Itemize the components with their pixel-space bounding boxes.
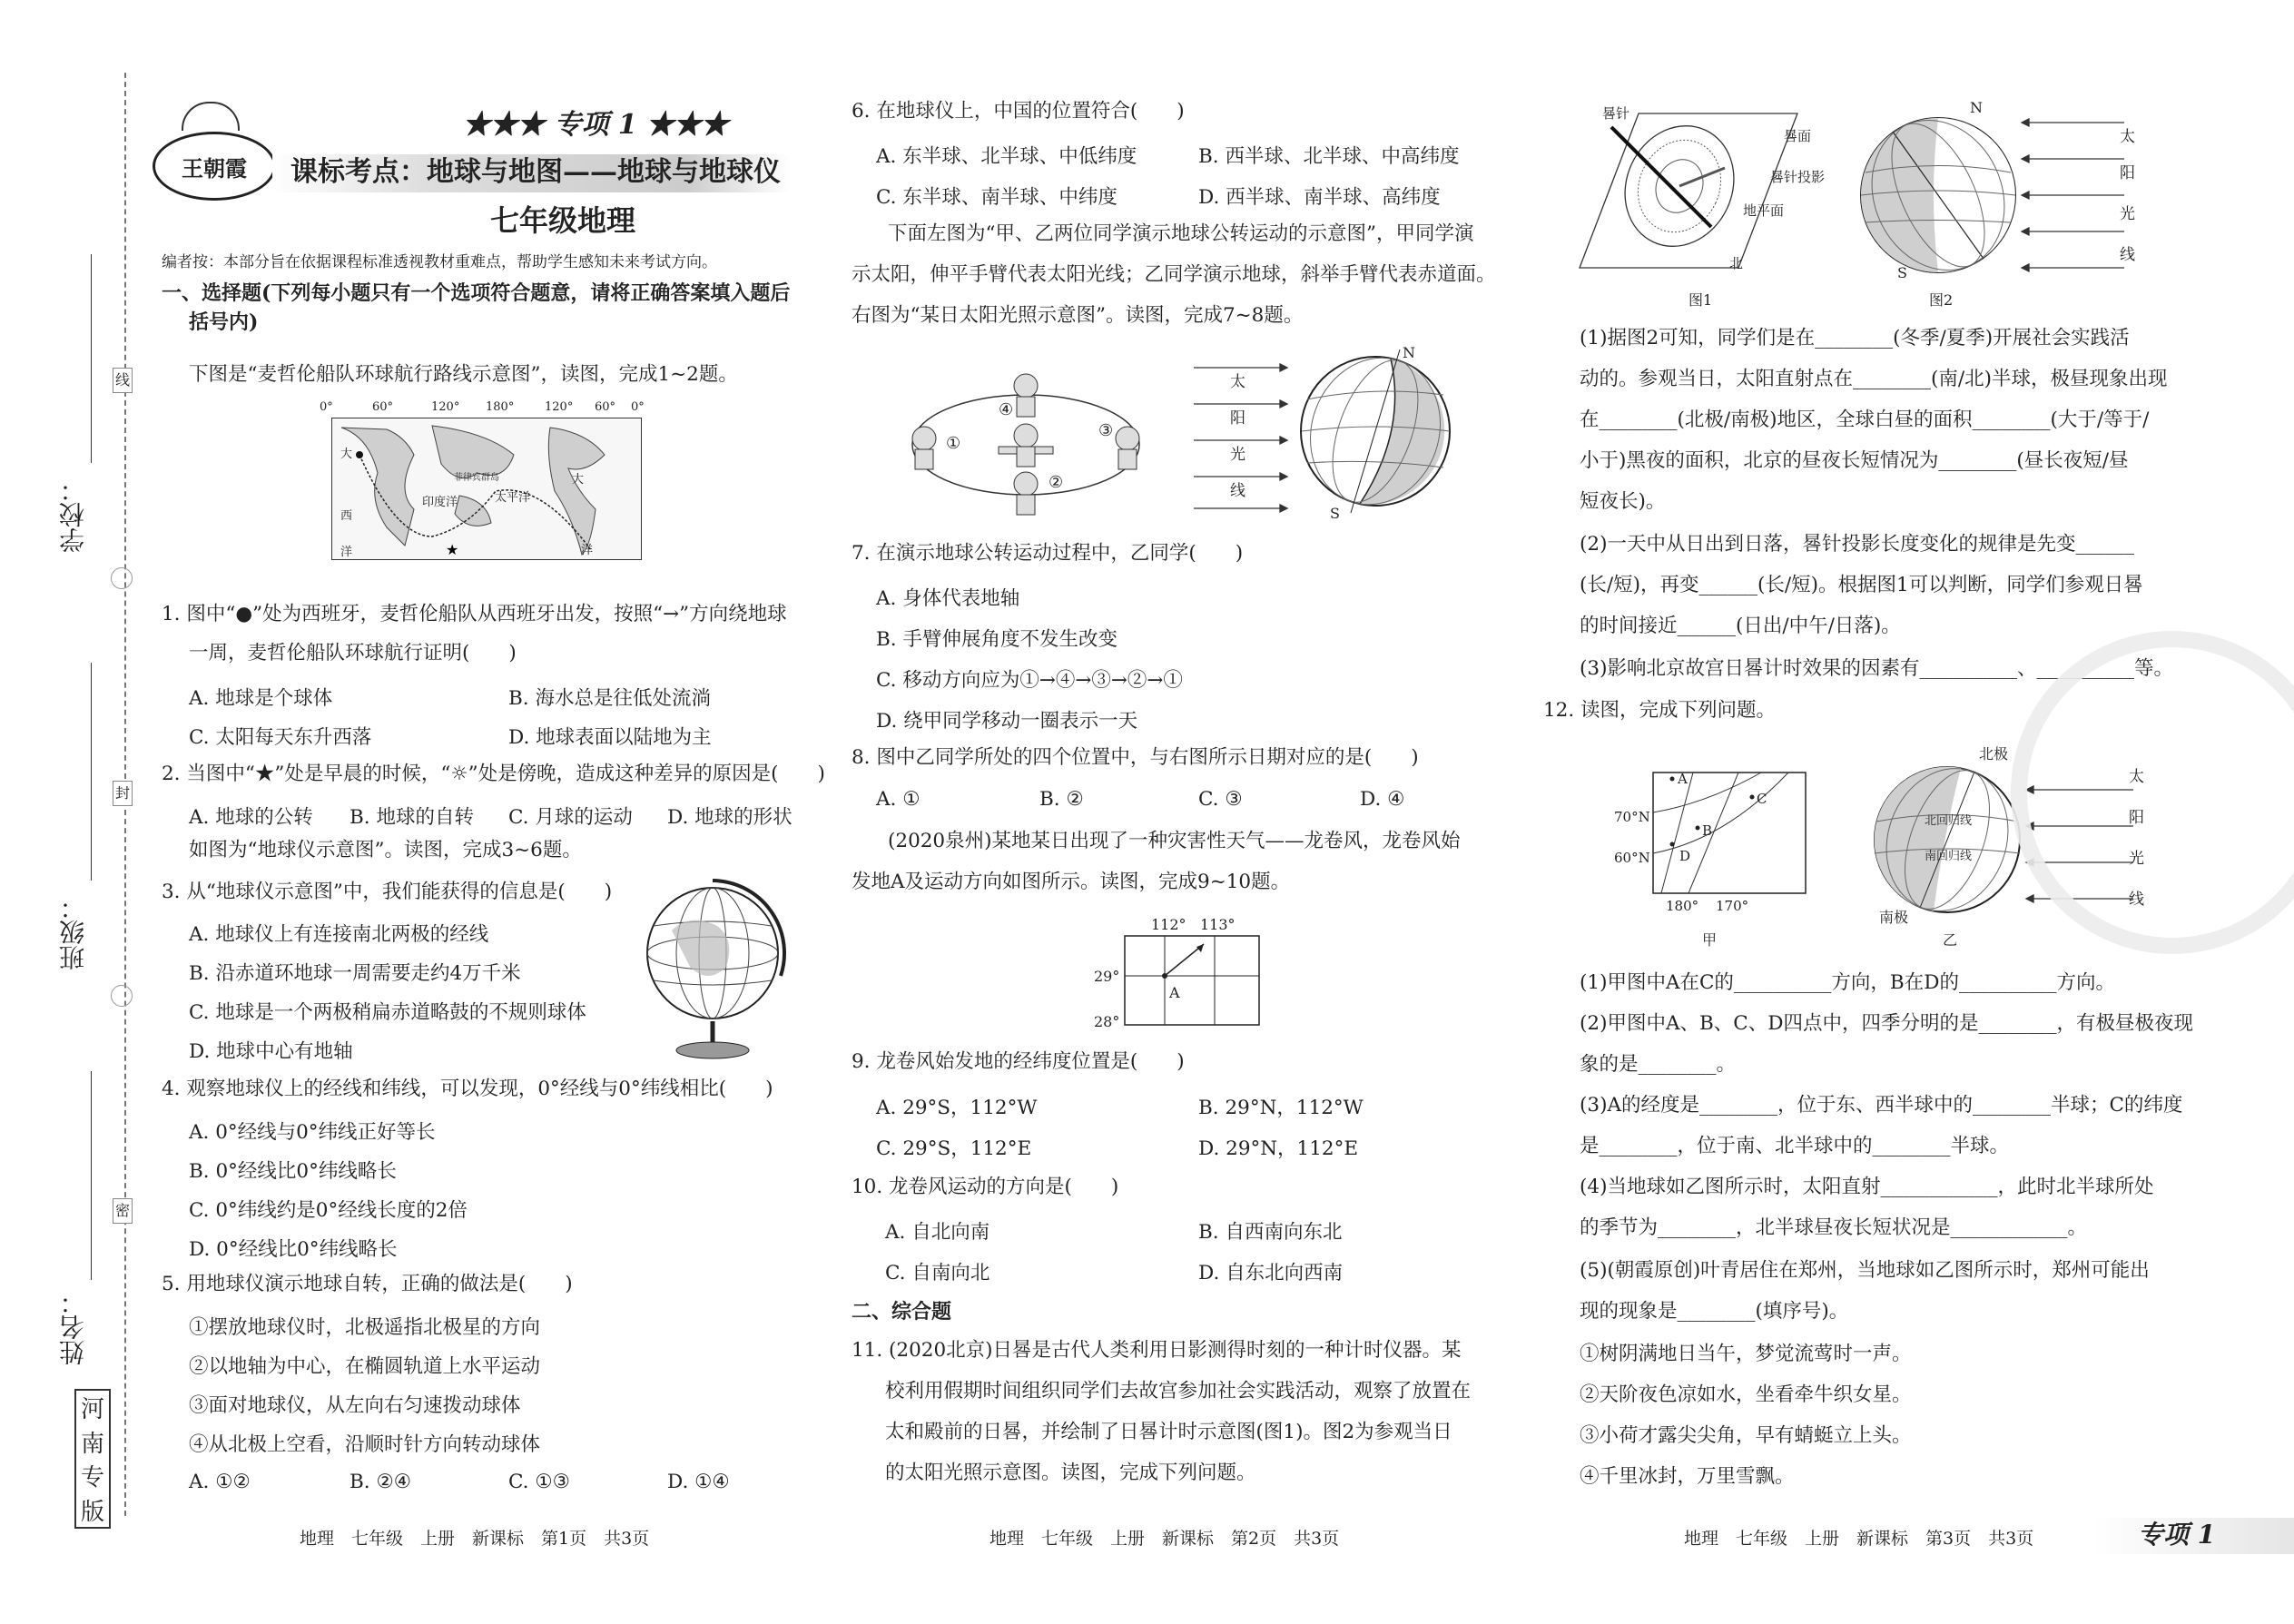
- q11-2-c: 的时间接近______(日出/中午/日落)。: [1580, 615, 1901, 637]
- grade-title: 七年级地理: [490, 203, 636, 238]
- editor-note: 编者按：本部分旨在依据课程标准透视教材重难点，帮助学生感知未来考试方向。: [162, 253, 717, 271]
- magellan-route-map: [331, 418, 642, 560]
- q4-option-c[interactable]: C. 0°纬线约是0°经线长度的2倍: [189, 1199, 468, 1222]
- fig2-north: N: [1970, 99, 1983, 116]
- q11-stem-d: 的太阳光照示意图。读图，完成下列问题。: [885, 1462, 1256, 1484]
- sunlight-char-3: 光: [1230, 446, 1245, 464]
- fig2-sun-4: 线: [2120, 246, 2135, 264]
- jia-lat-60: 60°N: [1614, 850, 1650, 866]
- q4-option-d[interactable]: D. 0°经线比0°纬线略长: [189, 1238, 398, 1261]
- jia-point-d: D: [1679, 848, 1691, 864]
- q1-stem-cont: 一周，麦哲伦船队环球航行证明( ): [189, 642, 517, 664]
- grid-point-a: A: [1169, 984, 1180, 1001]
- q11-1-c: 在________(北极/南极)地区，全球白昼的面积________(大于/等于/: [1580, 408, 2150, 431]
- q7-stem: 7. 在演示地球公转运动过程中，乙同学( ): [852, 542, 1244, 565]
- yi-tropic-s: 南回归线: [1925, 850, 1973, 863]
- q5-item-2: ②以地轴为中心，在椭圆轨道上水平运动: [189, 1355, 541, 1378]
- sundial-figure: [1575, 104, 1802, 277]
- q6-stem: 6. 在地球仪上，中国的位置符合( ): [852, 100, 1185, 123]
- q12-5-a: (5)(朝霞原创)叶青居住在郑州，当地球如乙图所示时，郑州可能出: [1580, 1259, 2150, 1282]
- footer-page-2: 地理 七年级 上册 新课标 第2页 共3页: [989, 1529, 1340, 1549]
- fig2-sun-2: 阳: [2120, 164, 2135, 182]
- edition-char: 河: [80, 1396, 104, 1424]
- intro-7-8-a: 下面左图为“甲、乙两位同学演示地球公转运动的示意图”，甲同学演: [888, 222, 1474, 245]
- margin-ornament: [111, 985, 133, 1007]
- map-lon-0b: 0°: [631, 400, 645, 414]
- q7-option-d[interactable]: D. 绕甲同学移动一圈表示一天: [876, 710, 1138, 733]
- q9-option-a[interactable]: A. 29°S，112°W: [876, 1097, 1038, 1119]
- grid-lat-29: 29°: [1094, 968, 1120, 985]
- q2-option-c[interactable]: C. 月球的运动: [508, 806, 633, 829]
- q5-item-1: ①摆放地球仪时，北极遥指北极星的方向: [189, 1316, 541, 1339]
- q5-stem: 5. 用地球仪演示地球自转，正确的做法是( ): [162, 1273, 573, 1295]
- school-blank[interactable]: [91, 254, 92, 463]
- margin-ornament: [111, 567, 133, 589]
- yi-tropic-n: 北回归线: [1925, 814, 1973, 828]
- q1-option-a[interactable]: A. 地球是个球体: [189, 687, 333, 710]
- q12-5-item-2: ②天阶夜色凉如水，坐看牵牛织女星。: [1580, 1383, 1912, 1406]
- map-lon-180: 180°: [486, 400, 515, 414]
- fig2-south: S: [1897, 264, 1907, 281]
- q4-option-b[interactable]: B. 0°经线比0°纬线略长: [189, 1160, 397, 1183]
- q12-2-b: 象的是________。: [1580, 1053, 1737, 1076]
- q11-1-b: 动的。参观当日，太阳直射点在________(南/北)半球，极昼现象出现: [1580, 368, 2168, 390]
- sunlight-char-2: 阳: [1230, 409, 1245, 428]
- logo: [153, 132, 276, 201]
- sundial-ground-label: 地平面: [1743, 202, 1785, 219]
- page-title: 课标考点：地球与地图——地球与地球仪: [290, 156, 781, 188]
- q8-stem: 8. 图中乙同学所处的四个位置中，与右图所示日期对应的是( ): [852, 746, 1419, 769]
- q12-4-a: (4)当地球如乙图所示时，太阳直射____________，此时北半球所处: [1580, 1176, 2154, 1198]
- grid-lon-112: 112°: [1151, 916, 1186, 933]
- q3-option-d[interactable]: D. 地球中心有地轴: [189, 1040, 353, 1063]
- q10-option-c[interactable]: C. 自南向北: [885, 1262, 990, 1284]
- q12-1: (1)甲图中A在C的__________方向，B在D的__________方向。: [1580, 971, 2115, 994]
- q5-option-c[interactable]: C. ①③: [508, 1471, 570, 1493]
- name-label: 姓名：: [58, 1289, 88, 1365]
- q12-3-b: 是________，位于南、北半球中的________半球。: [1580, 1135, 2010, 1157]
- tornado-grid-figure: [1124, 935, 1260, 1026]
- edition-box: [74, 1389, 111, 1529]
- orbit-demo-figure: [899, 359, 1153, 517]
- q11-stem-c: 太和殿前的日晷，并绘制了日晷计时示意图(图1)。图2为参观当日: [885, 1421, 1452, 1443]
- globe-figure: [635, 876, 794, 1067]
- q3-option-a[interactable]: A. 地球仪上有连接南北两极的经线: [189, 923, 489, 946]
- intro-1-2: 下图是“麦哲伦船队环球航行路线示意图”，读图，完成1~2题。: [189, 363, 738, 386]
- q11-1-a: (1)据图2可知，同学们是在________(冬季/夏季)开展社会实践活: [1580, 327, 2130, 349]
- intro-9-10-b: 发地A及运动方向如图所示。读图，完成9~10题。: [852, 871, 1291, 893]
- fig2-sun-3: 光: [2120, 205, 2135, 223]
- q9-option-d[interactable]: D. 29°N，112°E: [1198, 1137, 1359, 1160]
- yi-sun-2: 阳: [2129, 809, 2144, 827]
- jia-lon-170: 170°: [1716, 898, 1749, 914]
- q4-option-a[interactable]: A. 0°经线与0°纬线正好等长: [189, 1121, 436, 1144]
- map-pacific-da: 大: [572, 473, 585, 487]
- binding-margin: [0, 0, 136, 1624]
- class-blank[interactable]: [91, 663, 92, 881]
- q10-stem: 10. 龙卷风运动的方向是( ): [852, 1176, 1119, 1198]
- map-atlantic-yang: 洋: [340, 546, 353, 559]
- q2-option-d[interactable]: D. 地球的形状: [667, 806, 793, 829]
- jia-lat-70: 70°N: [1614, 809, 1650, 825]
- orbit-pos-1: ①: [946, 434, 961, 453]
- section-comprehensive: 二、综合题: [852, 1300, 952, 1324]
- class-label: 班级：: [58, 894, 88, 970]
- q11-2-a: (2)一天中从日出到日落，晷针投影长度变化的规律是先变______: [1580, 533, 2134, 556]
- section-choice: 一、选择题(下列每小题只有一个选项符合题意，请将正确答案填入题后: [162, 281, 791, 305]
- q3-stem: 3. 从“地球仪示意图”中，我们能获得的信息是( ): [162, 881, 613, 903]
- edition-char: 南: [80, 1430, 104, 1458]
- q8-option-b[interactable]: B. ②: [1039, 788, 1084, 811]
- svg-text:★: ★: [446, 541, 459, 558]
- globe-south-label: S: [1330, 505, 1340, 522]
- yi-sun-4: 线: [2129, 891, 2144, 909]
- yi-sun-1: 太: [2129, 768, 2144, 786]
- jia-point-c: C: [1757, 791, 1767, 807]
- q9-stem: 9. 龙卷风始发地的经纬度位置是( ): [852, 1050, 1185, 1073]
- jia-caption: 甲: [1702, 931, 1718, 949]
- orbit-pos-3: ③: [1098, 421, 1114, 440]
- q10-option-d[interactable]: D. 自东北向西南: [1198, 1262, 1344, 1284]
- q12-stem: 12. 读图，完成下列问题。: [1543, 699, 1777, 722]
- mark-feng: 封: [113, 781, 133, 806]
- map-lon-120w: 120°: [545, 400, 574, 414]
- yi-caption: 乙: [1943, 931, 1958, 949]
- q5-option-a[interactable]: A. ①②: [189, 1471, 251, 1493]
- map-pacific-yang: 洋: [581, 544, 594, 557]
- mark-xian: 线: [113, 368, 133, 393]
- q1-stem: 1. 图中“●”处为西班牙，麦哲伦船队从西班牙出发，按照“→”方向绕地球: [162, 603, 787, 625]
- q1-option-c[interactable]: C. 太阳每天东升西落: [189, 726, 372, 749]
- map-lon-60: 60°: [372, 400, 394, 414]
- mark-mi: 密: [113, 1198, 133, 1224]
- logo-text: 王朝霞: [182, 154, 247, 182]
- q11-stem-a: 11. (2020北京)日晷是古代人类利用日影测得时刻的一种计时仪器。某: [852, 1339, 1462, 1362]
- q11-3: (3)影响北京故宫日晷计时效果的因素有__________、__________等。: [1580, 657, 2173, 680]
- q12-5-item-1: ①树阴满地日当午，梦觉流莺时一声。: [1580, 1343, 1912, 1365]
- map-pacific: 太平洋: [495, 491, 531, 505]
- jia-lon-180: 180°: [1666, 898, 1699, 914]
- sunlight-char-4: 线: [1230, 482, 1245, 500]
- orbit-pos-4: ④: [999, 400, 1014, 419]
- fig2-sun-1: 太: [2120, 128, 2135, 146]
- map-philippines: 菲律宾群岛: [454, 473, 499, 483]
- fig2-sunlight-globe: [1852, 104, 2142, 286]
- series-label: ★★★ 专项 1 ★★★: [463, 109, 729, 141]
- q2-option-b[interactable]: B. 地球的自转: [350, 806, 474, 829]
- q7-option-b[interactable]: B. 手臂伸展角度不发生改变: [876, 628, 1117, 651]
- footer-page-1: 地理 七年级 上册 新课标 第1页 共3页: [300, 1529, 650, 1549]
- q2-stem: 2. 当图中“★”处是早晨的时候，“☼”处是傍晚，造成这种差异的原因是( ): [162, 763, 825, 785]
- map-lon-60w: 60°: [595, 400, 616, 414]
- q12-5-b: 现的现象是________(填序号)。: [1580, 1300, 1849, 1323]
- map-lon-0: 0°: [320, 400, 333, 414]
- q5-option-d[interactable]: D. ①④: [667, 1471, 730, 1493]
- logo-crown-icon: [182, 102, 240, 131]
- q7-option-a[interactable]: A. 身体代表地轴: [876, 587, 1020, 610]
- fig2-caption: 图2: [1929, 291, 1954, 309]
- q2-option-a[interactable]: A. 地球的公转: [189, 806, 313, 829]
- q6-option-b[interactable]: B. 西半球、北半球、中高纬度: [1198, 145, 1460, 168]
- q6-option-d[interactable]: D. 西半球、南半球、高纬度: [1198, 186, 1441, 209]
- q11-1-e: 短夜长)。: [1580, 490, 1666, 513]
- section-choice-cont: 括号内): [189, 310, 259, 334]
- q8-option-a[interactable]: A. ①: [876, 788, 921, 811]
- yi-north-pole: 北极: [1979, 745, 2009, 763]
- q5-item-3: ③面对地球仪，从左向右匀速拨动球体: [189, 1394, 521, 1417]
- q1-option-b[interactable]: B. 海水总是往低处流淌: [508, 687, 711, 710]
- sundial-face-label: 晷面: [1784, 128, 1812, 144]
- series-tag: 专项 1: [2138, 1520, 2216, 1550]
- school-label: 学校：: [58, 477, 88, 553]
- q11-2-b: (长/短)，再变______(长/短)。根据图1可以判断，同学们参观日晷: [1580, 574, 2143, 596]
- q6-option-a[interactable]: A. 东半球、北半球、中低纬度: [876, 145, 1137, 168]
- map-lon-120: 120°: [431, 400, 460, 414]
- q5-item-4: ④从北极上空看，沿顺时针方向转动球体: [189, 1433, 541, 1456]
- orbit-pos-2: ②: [1049, 473, 1064, 492]
- intro-7-8-b: 示太阳，伸平手臂代表太阳光线；乙同学演示地球，斜举手臂代表赤道面。: [852, 263, 1496, 286]
- sundial-gnomon-label: 晷针: [1602, 105, 1630, 122]
- yi-sun-3: 光: [2129, 850, 2144, 868]
- q8-option-c[interactable]: C. ③: [1198, 788, 1243, 811]
- edition-char: 专: [80, 1464, 104, 1492]
- q3-option-b[interactable]: B. 沿赤道环地球一周需要走约4万千米: [189, 962, 521, 985]
- q11-stem-b: 校利用假期时间组织同学们去故宫参加社会实践活动，观察了放置在: [885, 1380, 1472, 1403]
- q4-stem: 4. 观察地球仪上的经线和纬线，可以发现，0°经线与0°纬线相比( ): [162, 1078, 773, 1100]
- q5-option-b[interactable]: B. ②④: [350, 1471, 412, 1493]
- yi-south-pole: 南极: [1879, 909, 1909, 926]
- q12-2-a: (2)甲图中A、B、C、D四点中，四季分明的是________，有极昼极夜现: [1580, 1012, 2193, 1035]
- footer-page-3: 地理 七年级 上册 新课标 第3页 共3页: [1684, 1529, 2034, 1549]
- sundial-shadow-label: 晷针投影: [1770, 169, 1826, 185]
- fig1-caption: 图1: [1689, 291, 1713, 309]
- q6-option-c[interactable]: C. 东半球、南半球、中纬度: [876, 186, 1117, 209]
- q1-option-d[interactable]: D. 地球表面以陆地为主: [508, 726, 712, 749]
- grid-lat-28: 28°: [1094, 1013, 1120, 1030]
- intro-3-6: 如图为“地球仪示意图”。读图，完成3~6题。: [189, 839, 582, 861]
- grid-lon-113: 113°: [1200, 916, 1236, 933]
- intro-7-8-c: 右图为“某日太阳光照示意图”。读图，完成7~8题。: [852, 304, 1304, 327]
- map-indian-ocean: 印度洋: [422, 496, 458, 509]
- map-atlantic-da: 大: [340, 448, 353, 461]
- q12-3-a: (3)A的经度是________，位于东、西半球中的________半球；C的纬度: [1580, 1094, 2183, 1117]
- q10-option-a[interactable]: A. 自北向南: [885, 1221, 990, 1244]
- q9-option-c[interactable]: C. 29°S，112°E: [876, 1137, 1032, 1160]
- q3-option-c[interactable]: C. 地球是一个两极稍扁赤道略鼓的不规则球体: [189, 1001, 586, 1024]
- q9-option-b[interactable]: B. 29°N，112°W: [1198, 1097, 1364, 1119]
- q12-5-item-3: ③小荷才露尖尖角，早有蜻蜓立上头。: [1580, 1424, 1912, 1447]
- q7-option-c[interactable]: C. 移动方向应为①→④→③→②→①: [876, 669, 1183, 692]
- jia-point-b: B: [1702, 822, 1713, 839]
- jia-figure: [1652, 772, 1807, 894]
- globe-north-label: N: [1403, 344, 1415, 361]
- intro-9-10-a: (2020泉州)某地某日出现了一种灾害性天气——龙卷风，龙卷风始: [888, 830, 1461, 852]
- q10-option-b[interactable]: B. 自西南向东北: [1198, 1221, 1343, 1244]
- sunlight-char-1: 太: [1230, 373, 1245, 391]
- q8-option-d[interactable]: D. ④: [1360, 788, 1405, 811]
- sundial-north-label: 北: [1729, 255, 1744, 271]
- map-atlantic-xi: 西: [340, 509, 353, 523]
- q12-5-item-4: ④千里冰封，万里雪飘。: [1580, 1465, 1795, 1488]
- q11-1-d: 小于)黑夜的面积，北京的昼夜长短情况为________(昼长夜短/昼: [1580, 449, 2129, 472]
- jia-point-a: A: [1678, 771, 1688, 787]
- q12-4-b: 的季节为________，北半球昼夜长短状况是____________。: [1580, 1216, 2088, 1239]
- edition-char: 版: [80, 1498, 104, 1526]
- name-blank[interactable]: [91, 1071, 92, 1280]
